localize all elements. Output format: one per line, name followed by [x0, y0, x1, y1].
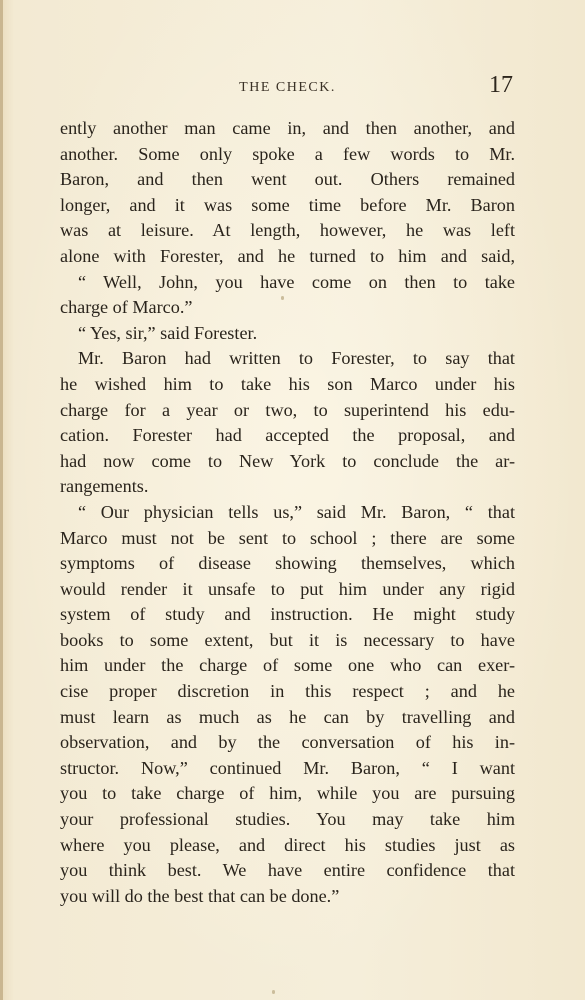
text-line: rangements.: [60, 476, 149, 497]
text-line: Marco must not be sent to school ; there are some: [60, 527, 515, 548]
text-line: ently another man came in, and then another, and: [60, 118, 515, 138]
text-line: books to some extent, but it is necessary to have: [60, 629, 515, 650]
text-line: another. Some only spoke a few words to Mr.: [60, 143, 515, 164]
text-line: your professional studies. You may take him: [60, 809, 515, 830]
text-line: cation. Forester had accepted the proposal, and: [60, 425, 515, 446]
text-line: him under the charge of some one who can exer-: [60, 655, 515, 676]
text-line: “ Yes, sir,” said Forester.: [78, 322, 258, 343]
paper-speck: [281, 296, 284, 300]
text-line: symptoms of disease showing themselves, which: [60, 553, 515, 574]
text-line: structor. Now,” continued Mr. Baron, “ I want: [60, 757, 515, 778]
running-header: [60, 72, 515, 102]
page-edge: [0, 0, 3, 1000]
text-line: “ Our physician tells us,” said Mr. Baron, “ that: [78, 501, 515, 522]
text-line: was at leisure. At length, however, he was left: [60, 220, 515, 241]
text-line: you think best. We have entire confidence that: [60, 860, 515, 881]
text-line: had now come to New York to conclude the ar-: [60, 450, 515, 471]
body-text: [60, 116, 515, 909]
running-title: THE CHECK.: [239, 80, 336, 95]
text-line: he wished him to take his son Marco under his: [60, 373, 515, 394]
text-line: charge of Marco.”: [60, 297, 193, 318]
text-line: cise proper discretion in this respect ; and he: [60, 681, 515, 702]
text-line: system of study and instruction. He might study: [60, 604, 515, 625]
text-line: you will do the best that can be done.”: [60, 885, 340, 906]
text-line: longer, and it was some time before Mr. Baron: [60, 194, 515, 215]
paper-speck: [272, 990, 275, 994]
text-line: must learn as much as he can by travelling and: [60, 706, 515, 727]
text-line: alone with Forester, and he turned to him and said,: [60, 245, 515, 266]
text-line: where you please, and direct his studies just as: [60, 834, 515, 855]
text-line: would render it unsafe to put him under any rigid: [60, 578, 515, 599]
text-line: “ Well, John, you have come on then to take: [78, 271, 515, 292]
text-line: Mr. Baron had written to Forester, to say that: [78, 348, 515, 369]
text-line: observation, and by the conversation of his in-: [60, 732, 515, 753]
text-line: charge for a year or two, to superintend his edu-: [60, 399, 515, 420]
page-number: 17: [489, 72, 513, 98]
text-line: Baron, and then went out. Others remained: [60, 169, 515, 190]
text-line: you to take charge of him, while you are pursuing: [60, 783, 515, 804]
